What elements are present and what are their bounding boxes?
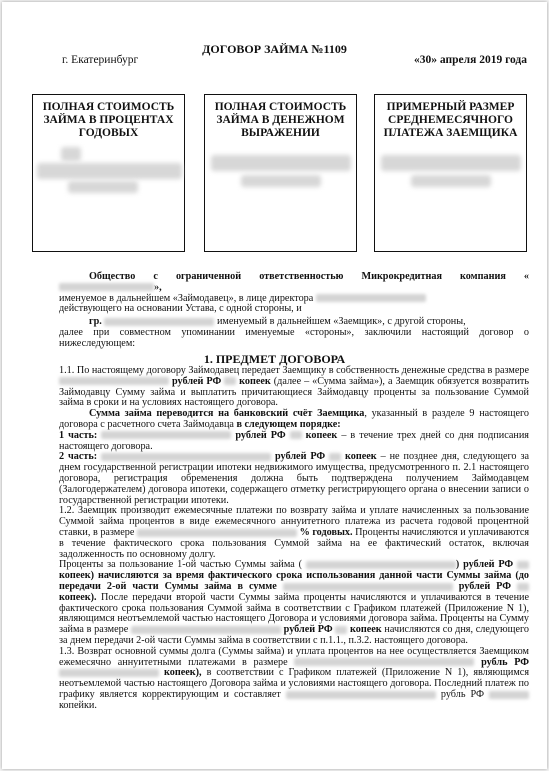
redacted-value — [61, 147, 81, 161]
document-page — [2, 2, 547, 769]
redacted-value — [411, 175, 491, 187]
box-rate-percent — [32, 94, 185, 252]
contract-date: «30» апреля 2019 года — [414, 54, 527, 66]
contract-title: ДОГОВОР ЗАЙМА №1109 — [202, 42, 347, 56]
redacted-value — [68, 181, 138, 193]
redacted-value — [381, 155, 521, 171]
redacted-value — [241, 175, 321, 187]
box-monthly-payment — [374, 94, 527, 252]
intro-paragraph: Общество с ограниченной ответственностью Микрокредитная компания «», именуемое в дальнейшем «Займодавец», в лице директора действующего на основании Устава, с одной стороны, и гр. именуемый в дальнейшем «Заемщик», с другой стороны, далее при совместном упоминании именуемые «стороны», заключили настоящий договор о нижеследующем: — [59, 271, 529, 349]
box-cost-money — [204, 94, 357, 252]
redacted — [59, 283, 154, 291]
box-label: ПРИМЕРНЫЙ РАЗМЕР СРЕДНЕМЕСЯЧНОГО ПЛАТЕЖА ЗАЕМЩИКА — [383, 101, 518, 139]
city: г. Екатеринбург — [62, 54, 139, 66]
redacted-value — [211, 155, 351, 171]
redacted — [316, 294, 426, 302]
redacted — [104, 318, 214, 326]
box-label: ПОЛНАЯ СТОИМОСТЬ ЗАЙМА В ДЕНЕЖНОМ ВЫРАЖЕНИИ — [214, 101, 347, 139]
section-1-body: 1.1. По настоящему договору Займодавец передает Заемщику в собственность денежные средства в размере рублей РФ копеек (далее – «Сумма займа»), а Заемщик обязуется возвратить Займодавцу Сумму займа и выплатить причитающиеся Займодавцу проценты за пользование Суммой займа в сроки и на условиях настоящего договора. Сумма займа переводится на банковский счёт Заемщика, указанный в разделе 9 настоящего договора с расчетного счета Займодавца в следующем порядке: 1 часть: рублей РФ копеек – в течение трех дней со дня подписания настоящего договора. 2 часть: рублей РФ копеек – не позднее дня, следующего за днем государственной регистрации ипотеки недвижимого имущества, предусмотренного п. 2.1 настоящего договора, регистрация обременения должна быть подтверждена получением Займодавцем (Залогодержателем) договора ипотеки, содержащего отметку регистрирующего органа о внесении записи о государственной регистрации ипотеки. 1.2. Заемщик производит ежемесячные платежи по возврату займа и уплате начисленных за пользование Суммой займа процентов в виде ежемесячного аннуитетного платежа из расчета годовой процентной ставки, в размере % годовых. Проценты начисляются и уплачиваются в течение фактического срока пользования Суммой займа на ее фактический остаток, включая задолженность по основному долгу. Проценты за пользование 1-ой частью Суммы займа ( ) рублей РФ копеек) начисляются за время фактического срока использования данной части Суммы займа (до передачи 2-ой части Суммы займа в сумме рублей РФ копеек). После передачи второй части Суммы займа проценты начисляются и уплачиваются в течение фактического срока пользования Суммой займа в соответствии с Графиком платежей (Приложение N 1), являющимся неотъемлемой частью настоящего Договора и условиями договора займа. Проценты на Сумму займа в размере рублей РФ копеек начисляются со дня, следующего за днем передачи 2-ой части Суммы займа в соответствии с п.1.1., п.3.2. настоящего договора. 1.3. Возврат основной суммы долга (Суммы займа) и уплата процентов на нее осуществляется Заемщиком ежемесячно аннуитетными платежами в размере рубль РФ копеек), в соответствии с Графиком платежей (Приложение N 1), являющимся неотъемлемой частью настоящего Договора займа и условиями настоящего договора. Последний платеж по графику является корректирующим и составляет рубль РФ копейки. — [59, 365, 530, 711]
company-name: Общество с ограниченной ответственностью Микрокредитная компания « — [89, 271, 529, 282]
section-heading: 1. ПРЕДМЕТ ДОГОВОРА — [203, 352, 346, 366]
box-label: ПОЛНАЯ СТОИМОСТЬ ЗАЙМА В ПРОЦЕНТАХ ГОДОВЫХ — [42, 101, 175, 139]
redacted-value — [37, 163, 182, 179]
